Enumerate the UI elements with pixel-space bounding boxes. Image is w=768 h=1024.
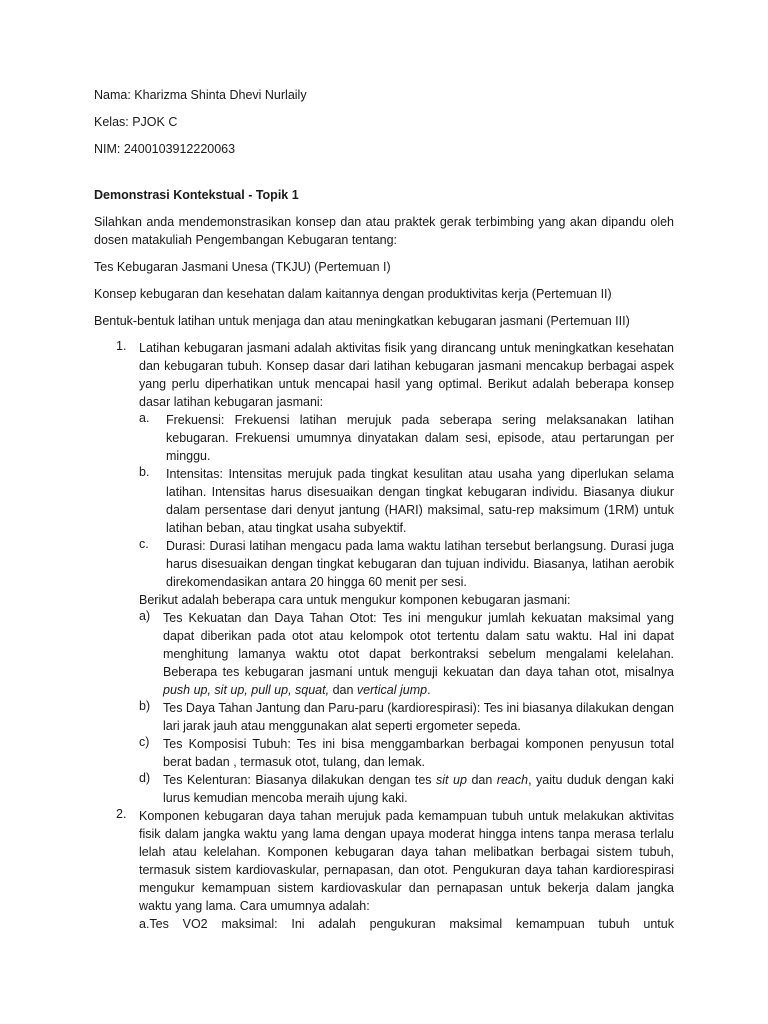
document-title: Demonstrasi Kontekstual - Topik 1 [94, 188, 299, 202]
test-b-text: Tes Daya Tahan Jantung dan Paru-paru (kardiorespirasi): Tes ini biasanya dilakukan dengan lari jarak jauh atau menggunakan alat seperti ergometer sepeda. [163, 701, 674, 733]
test-c [139, 735, 674, 771]
test-a [139, 609, 674, 699]
measure-intro: Berikut adalah beberapa cara untuk mengukur komponen kebugaran jasmani: [139, 593, 571, 607]
test-d [139, 771, 674, 807]
topic-2: Konsep kebugaran dan kesehatan dalam kaitannya dengan produktivitas kerja (Pertemuan II) [94, 287, 612, 301]
test-b-label: b) [139, 699, 151, 713]
list-number-2: 2. [116, 807, 127, 821]
student-name: Nama: Kharizma Shinta Dhevi Nurlaily [94, 88, 307, 102]
concept-c [139, 537, 674, 591]
test-d-text: Tes Kelenturan: Biasanya dilakukan dengan tes sit up dan reach, yaitu duduk dengan kaki lurus kemudian mencoba meraih ujung kaki. [163, 773, 674, 805]
test-a-vertical-jump: vertical jump [356, 683, 428, 697]
list-item-1 [116, 339, 674, 807]
concept-c-text: Durasi: Durasi latihan mengacu pada lama waktu latihan tersebut berlangsung. Durasi juga harus disesuaikan dengan tingkat kebugaran dan tujuan individu. Biasanya, latihan aerobik direkomendasikan antara 20 hingga 60 menit per sesi. [166, 539, 674, 589]
test-a-label: a) [139, 609, 151, 623]
item-2-text: Komponen kebugaran daya tahan merujuk pada kemampuan tubuh untuk melakukan aktivitas fisik dalam jangka waktu yang lama dengan upaya moderat hingga intens tanpa merasa terlalu lelah atau kelelahan. Komponen kebugaran daya tahan melibatkan berbagai sistem tubuh, termasuk sistem kardiovaskular, pernapasan, dan otot. Pengukuran daya tahan kardiorespirasi mengukur kemampuan sistem kardiovaskular dan pernapasan untuk bekerja dalam jangka waktu yang lama. Cara umumnya adalah: [139, 809, 674, 913]
item-1-text: Latihan kebugaran jasmani adalah aktivitas fisik yang dirancang untuk meningkatkan kesehatan dan kebugaran tubuh. Konsep dasar dari latihan kebugaran jasmani mencakup berbagai aspek yang perlu diperhatikan untuk mencapai hasil yang optimal. Berikut adalah beberapa konsep dasar latihan kebugaran jasmani: [139, 341, 674, 409]
concept-b-text: Intensitas: Intensitas merujuk pada tingkat kesulitan atau usaha yang diperlukan selama latihan. Intensitas harus disesuaikan dengan tingkat kebugaran individu. Biasanya diukur dalam persentase dari denyut jantung (HARI) maksimal, satu-rep maksimum (1RM) untuk latihan beban, atau tingkat usaha subyektif. [166, 467, 674, 535]
concept-c-label: c. [139, 537, 149, 551]
student-class: Kelas: PJOK C [94, 115, 178, 129]
concept-a [139, 411, 674, 465]
list-item-2 [116, 807, 674, 933]
test-c-text: Tes Komposisi Tubuh: Tes ini bisa menggambarkan berbagai komponen penyusun total berat badan , termasuk otot, tulang, dan lemak. [163, 737, 674, 769]
test-a-text: Tes Kekuatan dan Daya Tahan Otot: Tes ini mengukur jumlah kekuatan maksimal yang dapat diberikan pada otot atau kelompok otot tertentu dalam satu waktu. Hal ini dapat menghitung lamanya waktu otot dapat berkontraksi sebelum mengalami kelelahan. Beberapa tes kebugaran jasmani untuk menguji kekuatan dan daya tahan otot, misalnya push up, sit up, pull up, squat, dan vertical jump. [163, 611, 674, 697]
topic-1: Tes Kebugaran Jasmani Unesa (TKJU) (Pertemuan I) [94, 260, 391, 274]
concept-b [139, 465, 674, 537]
document-body [94, 86, 674, 933]
concept-a-text: Frekuensi: Frekuensi latihan merujuk pada seberapa sering melaksanakan latihan kebugaran. Frekuensi umumnya dinyatakan dalam sesi, episode, atau pertarungan per minggu. [166, 413, 674, 463]
concept-a-label: a. [139, 411, 150, 425]
test-d-label: d) [139, 771, 151, 785]
test-a-examples: push up, sit up, pull up, squat, [163, 683, 330, 697]
topic-3: Bentuk-bentuk latihan untuk menjaga dan atau meningkatkan kebugaran jasmani (Pertemuan III) [94, 314, 630, 328]
intro-paragraph: Silahkan anda mendemonstrasikan konsep dan atau praktek gerak terbimbing yang akan dipandu oleh dosen matakuliah Pengembangan Kebugaran tentang: [94, 215, 674, 247]
test-b [139, 699, 674, 735]
student-nim: NIM: 2400103912220063 [94, 142, 236, 156]
list-number-1: 1. [116, 339, 127, 353]
test-c-label: c) [139, 735, 150, 749]
concept-b-label: b. [139, 465, 150, 479]
numbered-list [94, 339, 674, 933]
item-2-last-line: a.Tes VO2 maksimal: Ini adalah pengukuran maksimal kemampuan tubuh untuk [139, 917, 674, 931]
